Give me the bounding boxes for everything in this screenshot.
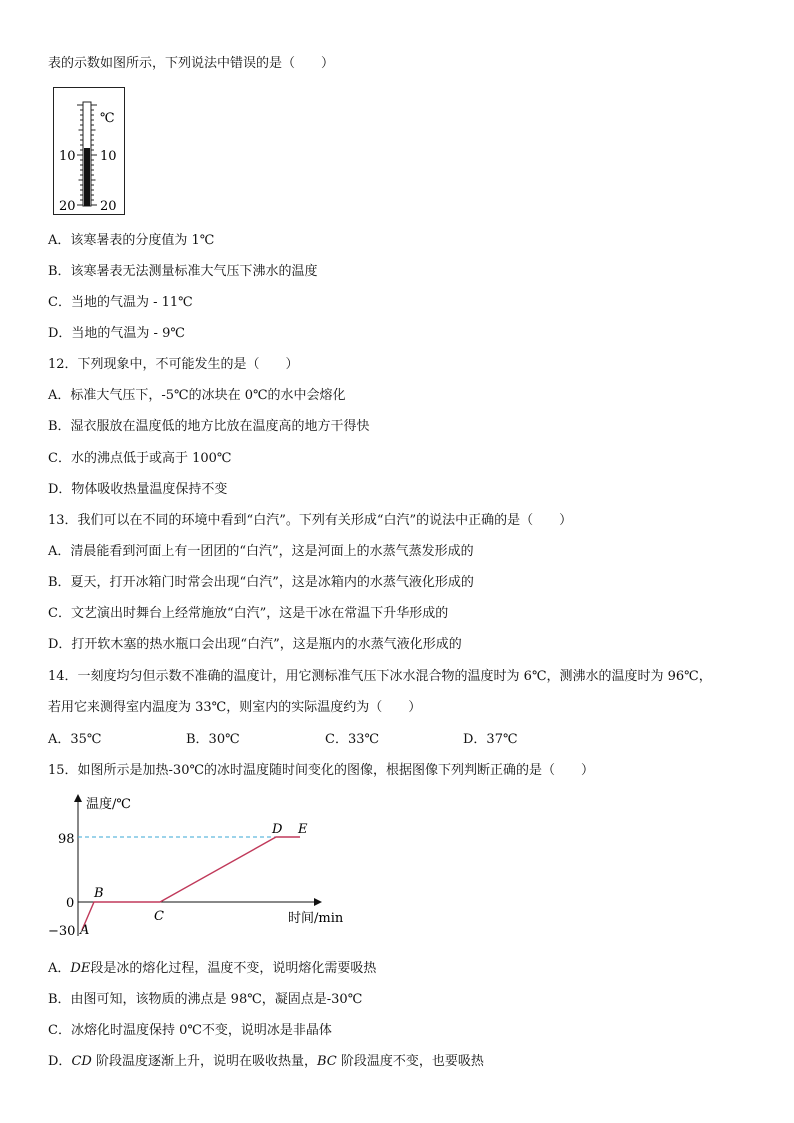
thermometer-figure	[53, 87, 125, 215]
q14-stem-line1: 14．一刻度均匀但示数不准确的温度计，用它测标准气压下冰水混合物的温度时为 6℃，测沸水的温度时为 96℃，	[48, 669, 712, 684]
q15-stem: 15．如图所示是加热-30℃的冰时温度随时间变化的图像，根据图像下列判断正确的是（ ）	[48, 763, 595, 778]
point-d-label: D	[272, 822, 283, 837]
q12-option-d: D．物体吸收热量温度保持不变	[48, 482, 228, 497]
q14-options-row	[0, 731, 794, 749]
q11-option-b: B．该寒暑表无法测量标准大气压下沸水的温度	[48, 264, 318, 279]
q14-option-a: A．35℃	[48, 732, 102, 747]
q12-option-b: B．湿衣服放在温度低的地方比放在温度高的地方干得快	[48, 419, 370, 434]
thermometer-liquid	[84, 148, 90, 206]
q15-option-a-segment: DE	[70, 961, 91, 976]
q15-option-d-prefix: D．	[48, 1054, 72, 1069]
label-10-left: 10	[59, 149, 76, 164]
point-a-label: A	[80, 923, 90, 938]
q15-option-a-prefix: A．	[48, 961, 71, 976]
q15-option-d-segment1: CD	[71, 1054, 92, 1069]
y-axis-label: 温度/℃	[86, 797, 131, 812]
q15-option-a-text: 段是冰的熔化过程，温度不变，说明熔化需要吸热	[90, 961, 377, 976]
q12-option-c: C．水的沸点低于或高于 100℃	[48, 451, 232, 466]
q13-option-b: B．夏天，打开冰箱门时常会出现“白汽”，这是冰箱内的水蒸气液化形成的	[48, 575, 474, 590]
q15-option-a	[48, 960, 376, 978]
q13-stem: 13．我们可以在不同的环境中看到“白汽”。下列有关形成“白汽”的说法中正确的是（ ）	[48, 513, 573, 528]
label-10-right: 10	[100, 149, 117, 164]
thermometer-unit: ℃	[100, 111, 115, 126]
tick-0: 0	[66, 896, 75, 911]
tick-neg30: −30	[48, 924, 76, 939]
q14-option-b: B．30℃	[186, 732, 240, 747]
q11-stem: 表的示数如图所示，下列说法中错误的是（ ）	[48, 56, 335, 71]
q15-option-b: B．由图可知，该物质的沸点是 98℃，凝固点是-30℃	[48, 992, 363, 1007]
q13-option-a: A．清晨能看到河面上有一团团的“白汽”，这是河面上的水蒸气蒸发形成的	[48, 544, 474, 559]
tick-98: 98	[58, 832, 75, 847]
q15-option-d-text: 阶段温度不变，也要吸热	[336, 1054, 484, 1069]
thermometer-drawing	[54, 88, 126, 216]
heating-curve	[82, 837, 300, 930]
q13-option-d: D．打开软木塞的热水瓶口会出现“白汽”，这是瓶内的水蒸气液化形成的	[48, 637, 462, 652]
q12-option-a: A．标准大气压下，-5℃的冰块在 0℃的水中会熔化	[48, 388, 346, 403]
q14-stem-line2: 若用它来测得室内温度为 33℃，则室内的实际温度约为（ ）	[48, 700, 422, 715]
q14-option-d: D．37℃	[463, 732, 518, 747]
q11-option-a: A．该寒暑表的分度值为 1℃	[48, 233, 215, 248]
x-axis-label: 时间/min	[288, 911, 344, 926]
label-20-right: 20	[100, 199, 117, 214]
point-e-label: E	[298, 822, 308, 837]
q14-option-c: C．33℃	[325, 732, 380, 747]
q12-stem: 12．下列现象中，不可能发生的是（ ）	[48, 357, 299, 372]
q15-option-d	[48, 1053, 484, 1071]
point-c-label: C	[154, 909, 164, 924]
q13-option-c: C．文艺演出时舞台上经常施放“白汽”，这是干冰在常温下升华形成的	[48, 606, 449, 621]
q15-option-d-segment2: BC	[316, 1054, 337, 1069]
q15-option-c: C．冰熔化时温度保持 0℃不变，说明冰是非晶体	[48, 1023, 332, 1038]
q15-option-d-mid: 阶段温度逐渐上升，说明在吸收热量，	[91, 1054, 317, 1069]
point-b-label: B	[94, 886, 104, 901]
temperature-time-graph	[40, 788, 370, 948]
q11-option-c: C．当地的气温为 - 11℃	[48, 295, 193, 310]
label-20-left: 20	[59, 199, 76, 214]
q11-option-d: D．当地的气温为 - 9℃	[48, 326, 185, 341]
